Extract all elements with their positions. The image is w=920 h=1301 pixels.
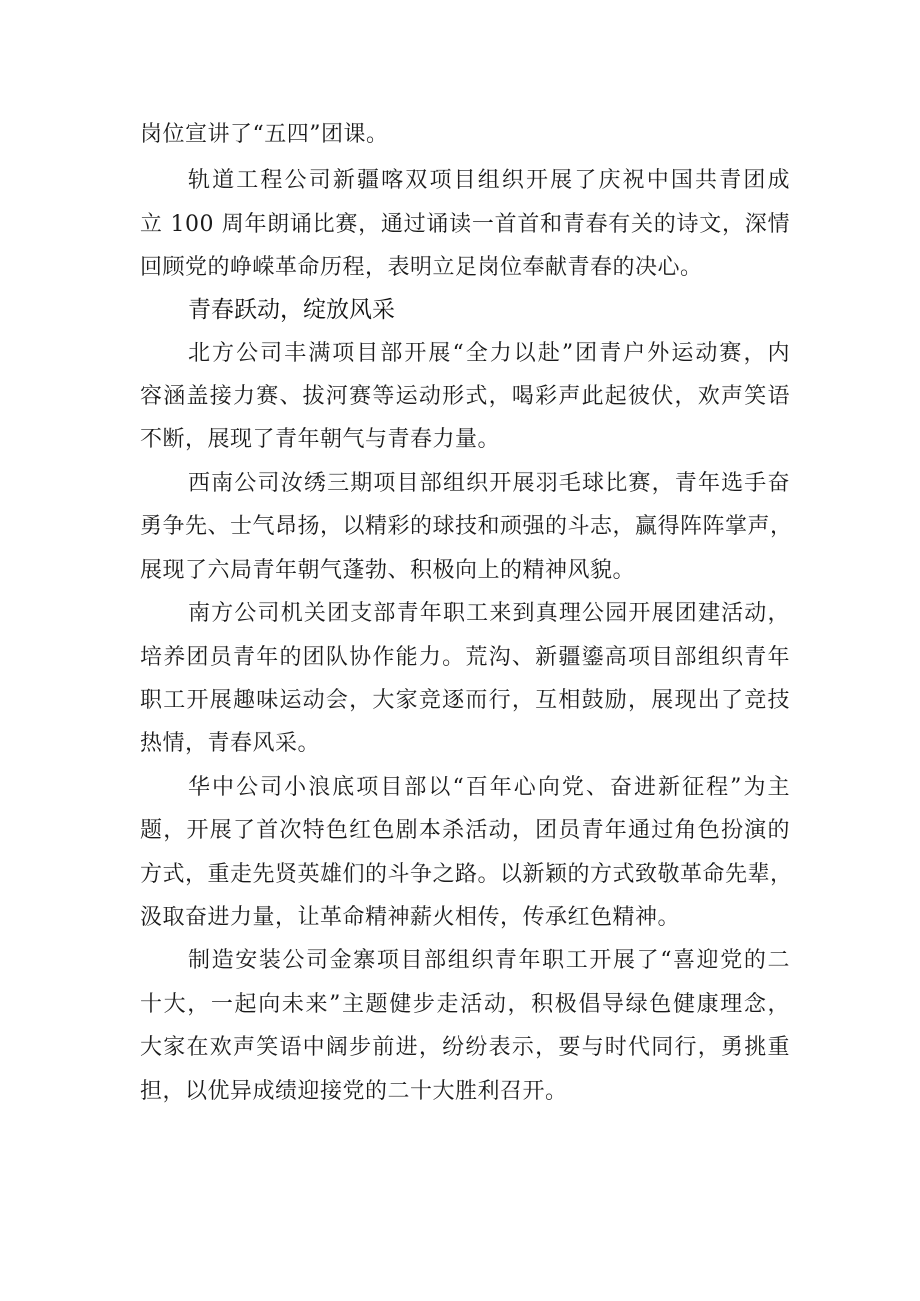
- section-heading: 青春跃动，绽放风采: [188, 297, 395, 323]
- paragraph-line: 勇争先、士气昂扬，以精彩的球技和顽强的斗志，赢得阵阵掌声，: [140, 514, 793, 539]
- paragraph-line: 容涵盖接力赛、拔河赛等运动形式，喝彩声此起彼伏，欢声笑语: [140, 384, 790, 409]
- paragraph-line: 大家在欢声笑语中阔步前进，纷纷表示，要与时代同行，勇挑重: [140, 1035, 790, 1060]
- paragraph-line: 方式，重走先贤英雄们的斗争之路。以新颖的方式致敬革命先辈，: [140, 862, 793, 887]
- paragraph-line: 轨道工程公司新疆喀双项目组织开展了庆祝中国共青团成: [188, 168, 790, 193]
- paragraph-line: 北方公司丰满项目部开展“全力以赴”团青户外运动赛，内: [188, 341, 790, 366]
- paragraph-line: 热情，青春风采。: [140, 731, 321, 756]
- paragraph-line: 汲取奋进力量，让革命精神薪火相传，传承红色精神。: [140, 905, 681, 930]
- paragraph-line: 立 100 周年朗诵比赛，通过诵读一首首和青春有关的诗文，深情: [140, 212, 790, 237]
- paragraph-line: 展现了六局青年朝气蓬勃、积极向上的精神风貌。: [140, 558, 636, 583]
- paragraph-line: 制造安装公司金寨项目部组织青年职工开展了“喜迎党的二: [188, 948, 790, 973]
- paragraph-line: 回顾党的峥嵘革命历程，表明立足岗位奉献青春的决心。: [140, 255, 703, 280]
- paragraph-line: 岗位宣讲了“五四”团课。: [140, 122, 389, 147]
- paragraph-line: 华中公司小浪底项目部以“百年心向党、奋进新征程”为主: [188, 775, 790, 800]
- paragraph-line: 不断，展现了青年朝气与青春力量。: [140, 427, 501, 452]
- paragraph-line: 十大，一起向未来”主题健步走活动，积极倡导绿色健康理念，: [140, 992, 790, 1017]
- paragraph-line: 职工开展趣味运动会，大家竞逐而行，互相鼓励，展现出了竞技: [140, 688, 790, 713]
- paragraph-line: 培养团员青年的团队协作能力。荒沟、新疆鎏高项目部组织青年: [140, 645, 790, 670]
- paragraph-line: 担，以优异成绩迎接党的二十大胜利召开。: [140, 1079, 568, 1104]
- paragraph-line: 题，开展了首次特色红色剧本杀活动，团员青年通过角色扮演的: [140, 818, 790, 843]
- paragraph-line: 南方公司机关团支部青年职工来到真理公园开展团建活动，: [188, 601, 790, 626]
- paragraph-line: 西南公司汝绣三期项目部组织开展羽毛球比赛，青年选手奋: [188, 471, 790, 496]
